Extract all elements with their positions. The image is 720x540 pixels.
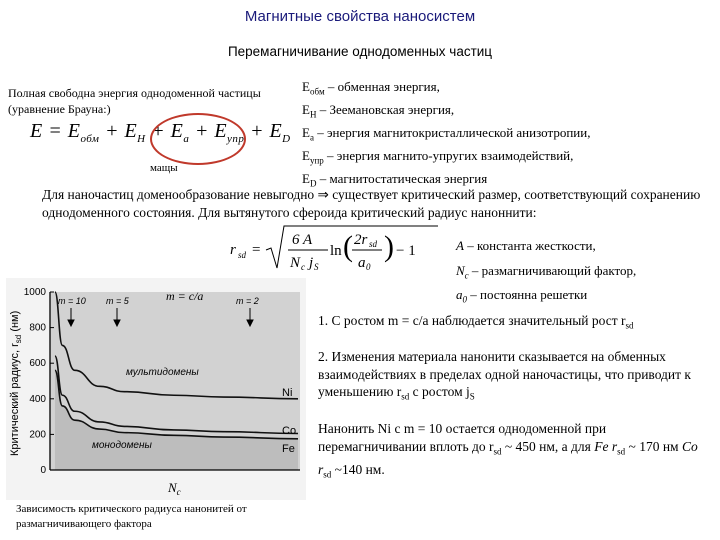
svg-text:N: N <box>290 255 301 271</box>
energy-definitions <box>302 78 590 193</box>
svg-text:j: j <box>309 255 314 271</box>
svg-text:2r: 2r <box>354 232 368 248</box>
critical-radius-formula <box>230 222 440 274</box>
highlight-ellipse <box>150 113 246 165</box>
svg-text:=: = <box>252 242 261 258</box>
curve-label-ni: Ni <box>282 387 293 399</box>
domain-paragraph: Для наночастиц доменообразование невыгодно ⇒ существует критический размер, соответствующий сохранению однодоменного состояния. Для вытянутого сфероида критический радиус наноннити: <box>42 187 701 220</box>
svg-text:c: c <box>301 262 305 272</box>
definition-item: $E_{упр}$ – энергия магнито-упругих взаимодействий, <box>302 148 574 166</box>
definition-item: $E_a$ – энергия магнитокристаллической анизотропии, <box>302 125 591 143</box>
page-subtitle: Перемагничивание однодоменных частиц <box>227 44 493 59</box>
constants-list <box>456 236 636 310</box>
point-3: Нанонить Ni с m = 10 остается однодоменной при перемагничивании вплоть до $r_{sd}$ ~ 450 нм, а для Fe $r_{sd}$ ~ 170 нм Co $r_{sd}$ ~140 нм. <box>318 421 698 480</box>
x-axis-label: $N_c$ <box>168 480 181 497</box>
monodomain-label: монодомены <box>92 440 152 451</box>
definition-item: $E_D$ – магнитостатическая энергия <box>302 171 488 189</box>
svg-text:sd: sd <box>238 250 247 260</box>
page-title: Магнитные свойства наносистем <box>244 8 476 25</box>
curve-label-co: Co <box>282 425 297 437</box>
svg-text:sd: sd <box>369 239 378 249</box>
micro-label: мащы <box>150 162 178 174</box>
y-tick-label: 1000 <box>23 287 46 298</box>
intro-text: Полная свободна энергия однодоменной частицы (уравнение Брауна:) <box>8 86 261 116</box>
arrow-label-m5: m = 5 <box>106 296 129 306</box>
svg-text:a: a <box>358 255 366 271</box>
svg-text:6 A: 6 A <box>292 232 313 248</box>
svg-text:S: S <box>314 262 319 272</box>
svg-text:r: r <box>230 242 236 258</box>
constant-item: $a_0$ – постоянна решетки <box>456 287 588 305</box>
multidomain-label: мультидомены <box>126 367 199 378</box>
svg-text:0: 0 <box>366 262 371 272</box>
svg-text:− 1: − 1 <box>396 243 416 259</box>
svg-text:ln: ln <box>330 243 342 259</box>
y-axis-label: Критический радиус, $r_{sd}$ (нм) <box>9 310 23 456</box>
svg-text:): ) <box>384 230 394 263</box>
m-ratio-label: m = c/a <box>166 289 204 303</box>
constant-item: A – константа жесткости, <box>456 238 596 253</box>
arrow-label-m2: m = 2 <box>236 296 259 306</box>
y-tick-label: 600 <box>29 358 46 370</box>
curve-label-fe: Fe <box>282 443 295 455</box>
point-1: 1. С ростом m = c/a наблюдается значительный рост $r_{sd}$ <box>318 313 634 331</box>
definition-item: $E_H$ – Зеемановская энергия, <box>302 102 455 120</box>
y-tick-label: 400 <box>29 393 46 405</box>
y-tick-label: 800 <box>29 322 46 334</box>
constant-item: $N_c$ – размагничивающий фактор, <box>456 262 637 281</box>
svg-text:(: ( <box>343 230 353 263</box>
critical-radius-chart <box>6 278 306 500</box>
point-2: 2. Изменения материала нанонити сказывается на обменных взаимодействиях в пределах одной наночастицы, что приводит к уменьшению $r_{sd}$ с ростом $j_S$ <box>318 349 691 402</box>
definition-item: $E_{обм}$ – обменная энергия, <box>302 79 440 97</box>
y-tick-label: 0 <box>40 465 46 476</box>
y-tick-label: 200 <box>29 429 46 441</box>
arrow-label-m10: m = 10 <box>58 296 86 306</box>
chart-caption: Зависимость критического радиуса нанонитей от размагничивающего фактора <box>16 503 247 530</box>
brown-equation: $E = E_{обм} + E_H + E_a + E_{упр} + E_D$ <box>30 120 291 145</box>
